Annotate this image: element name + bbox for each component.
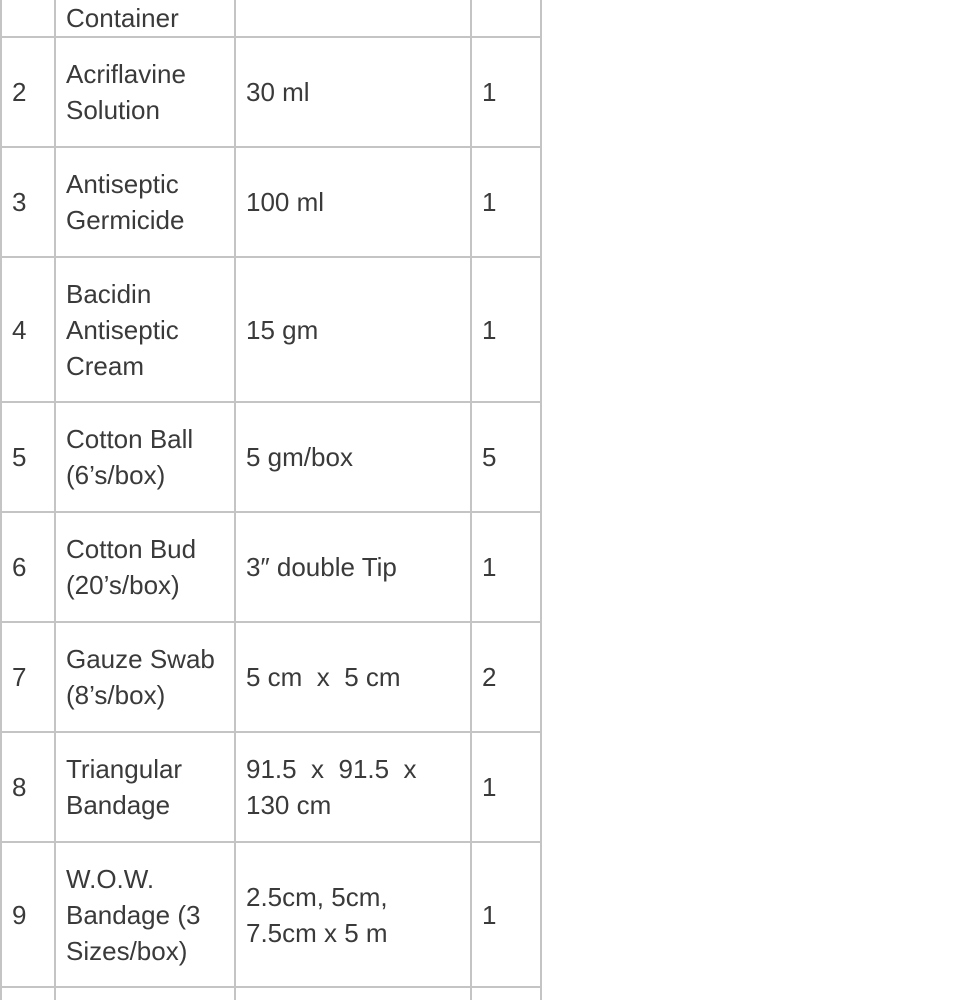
item-line: Antiseptic [66, 169, 179, 199]
item-line: Bandage (3 [66, 899, 201, 930]
cell-no: 2 [2, 38, 56, 148]
size-line: 7.5cm x 5 m [246, 917, 388, 948]
table-row [2, 258, 542, 403]
cell-no: 8 [2, 733, 56, 843]
table-row [2, 38, 542, 148]
cell-size [236, 843, 472, 988]
cell-qty [472, 988, 542, 1000]
table-row [2, 623, 542, 733]
item-line: Bacidin [66, 278, 152, 309]
cell-qty: 1 [472, 513, 542, 623]
cell-item [56, 258, 236, 403]
cell-no: 3 [2, 148, 56, 258]
cell-qty: 1 [472, 258, 542, 403]
item-line: Container [66, 3, 179, 33]
cell-qty: 1 [472, 148, 542, 258]
cell-qty: 1 [472, 733, 542, 843]
table-row [2, 148, 542, 258]
cell-item [56, 403, 236, 513]
cell-item [56, 38, 236, 148]
size-line: 100 ml [246, 187, 325, 217]
size-line: 30 ml [246, 77, 310, 107]
table-row [2, 513, 542, 623]
size-line: 3″ double Tip [246, 552, 397, 582]
cell-no [2, 988, 56, 1000]
size-line: 130 cm [246, 790, 332, 820]
cell-qty: 1 [472, 843, 542, 988]
cell-item [56, 0, 236, 38]
cell-item [56, 733, 236, 843]
cell-size [236, 623, 472, 733]
cell-no: 7 [2, 623, 56, 733]
cell-item [56, 513, 236, 623]
item-line: (20’s/box) [66, 570, 180, 600]
cell-qty: 1 [472, 38, 542, 148]
cell-size [236, 0, 472, 38]
cell-qty [472, 0, 542, 38]
cell-no: 5 [2, 403, 56, 513]
cell-no [2, 0, 56, 38]
cell-item [56, 988, 236, 1000]
table-row [2, 403, 542, 513]
cell-qty: 2 [472, 623, 542, 733]
cell-size [236, 403, 472, 513]
size-line: 15 gm [246, 314, 319, 345]
cell-size [236, 513, 472, 623]
cell-no: 4 [2, 258, 56, 403]
cell-no: 6 [2, 513, 56, 623]
item-line: Triangular [66, 754, 183, 784]
cell-item [56, 843, 236, 988]
cell-size [236, 988, 472, 1000]
item-line: Solution [66, 95, 160, 125]
cell-size [236, 148, 472, 258]
item-line: Antiseptic [66, 314, 179, 345]
cell-item [56, 623, 236, 733]
item-line: Acriflavine [66, 59, 186, 89]
item-line: (8’s/box) [66, 680, 166, 710]
size-line: 2.5cm, 5cm, [246, 881, 388, 912]
table-row [2, 733, 542, 843]
table-row-partial [2, 988, 542, 1000]
cell-item [56, 148, 236, 258]
item-line: Sizes/box) [66, 935, 188, 966]
item-line: W.O.W. [66, 863, 155, 894]
item-line: Germicide [66, 205, 185, 235]
item-line: (6’s/box) [66, 460, 166, 490]
size-line: 5 gm/box [246, 442, 353, 472]
table-row [2, 843, 542, 988]
cell-size [236, 258, 472, 403]
item-line: Cotton Bud [66, 534, 197, 564]
item-line: Cotton Ball [66, 424, 194, 454]
size-line: 5 cm x 5 cm [246, 662, 401, 692]
item-line: Cream [66, 350, 145, 381]
cell-qty: 5 [472, 403, 542, 513]
cell-size [236, 38, 472, 148]
cell-no: 9 [2, 843, 56, 988]
item-line: Bandage [66, 790, 171, 820]
table-row-partial [2, 0, 542, 38]
item-line: Gauze Swab [66, 644, 215, 674]
size-line: 91.5 x 91.5 x [246, 754, 417, 784]
cell-size [236, 733, 472, 843]
